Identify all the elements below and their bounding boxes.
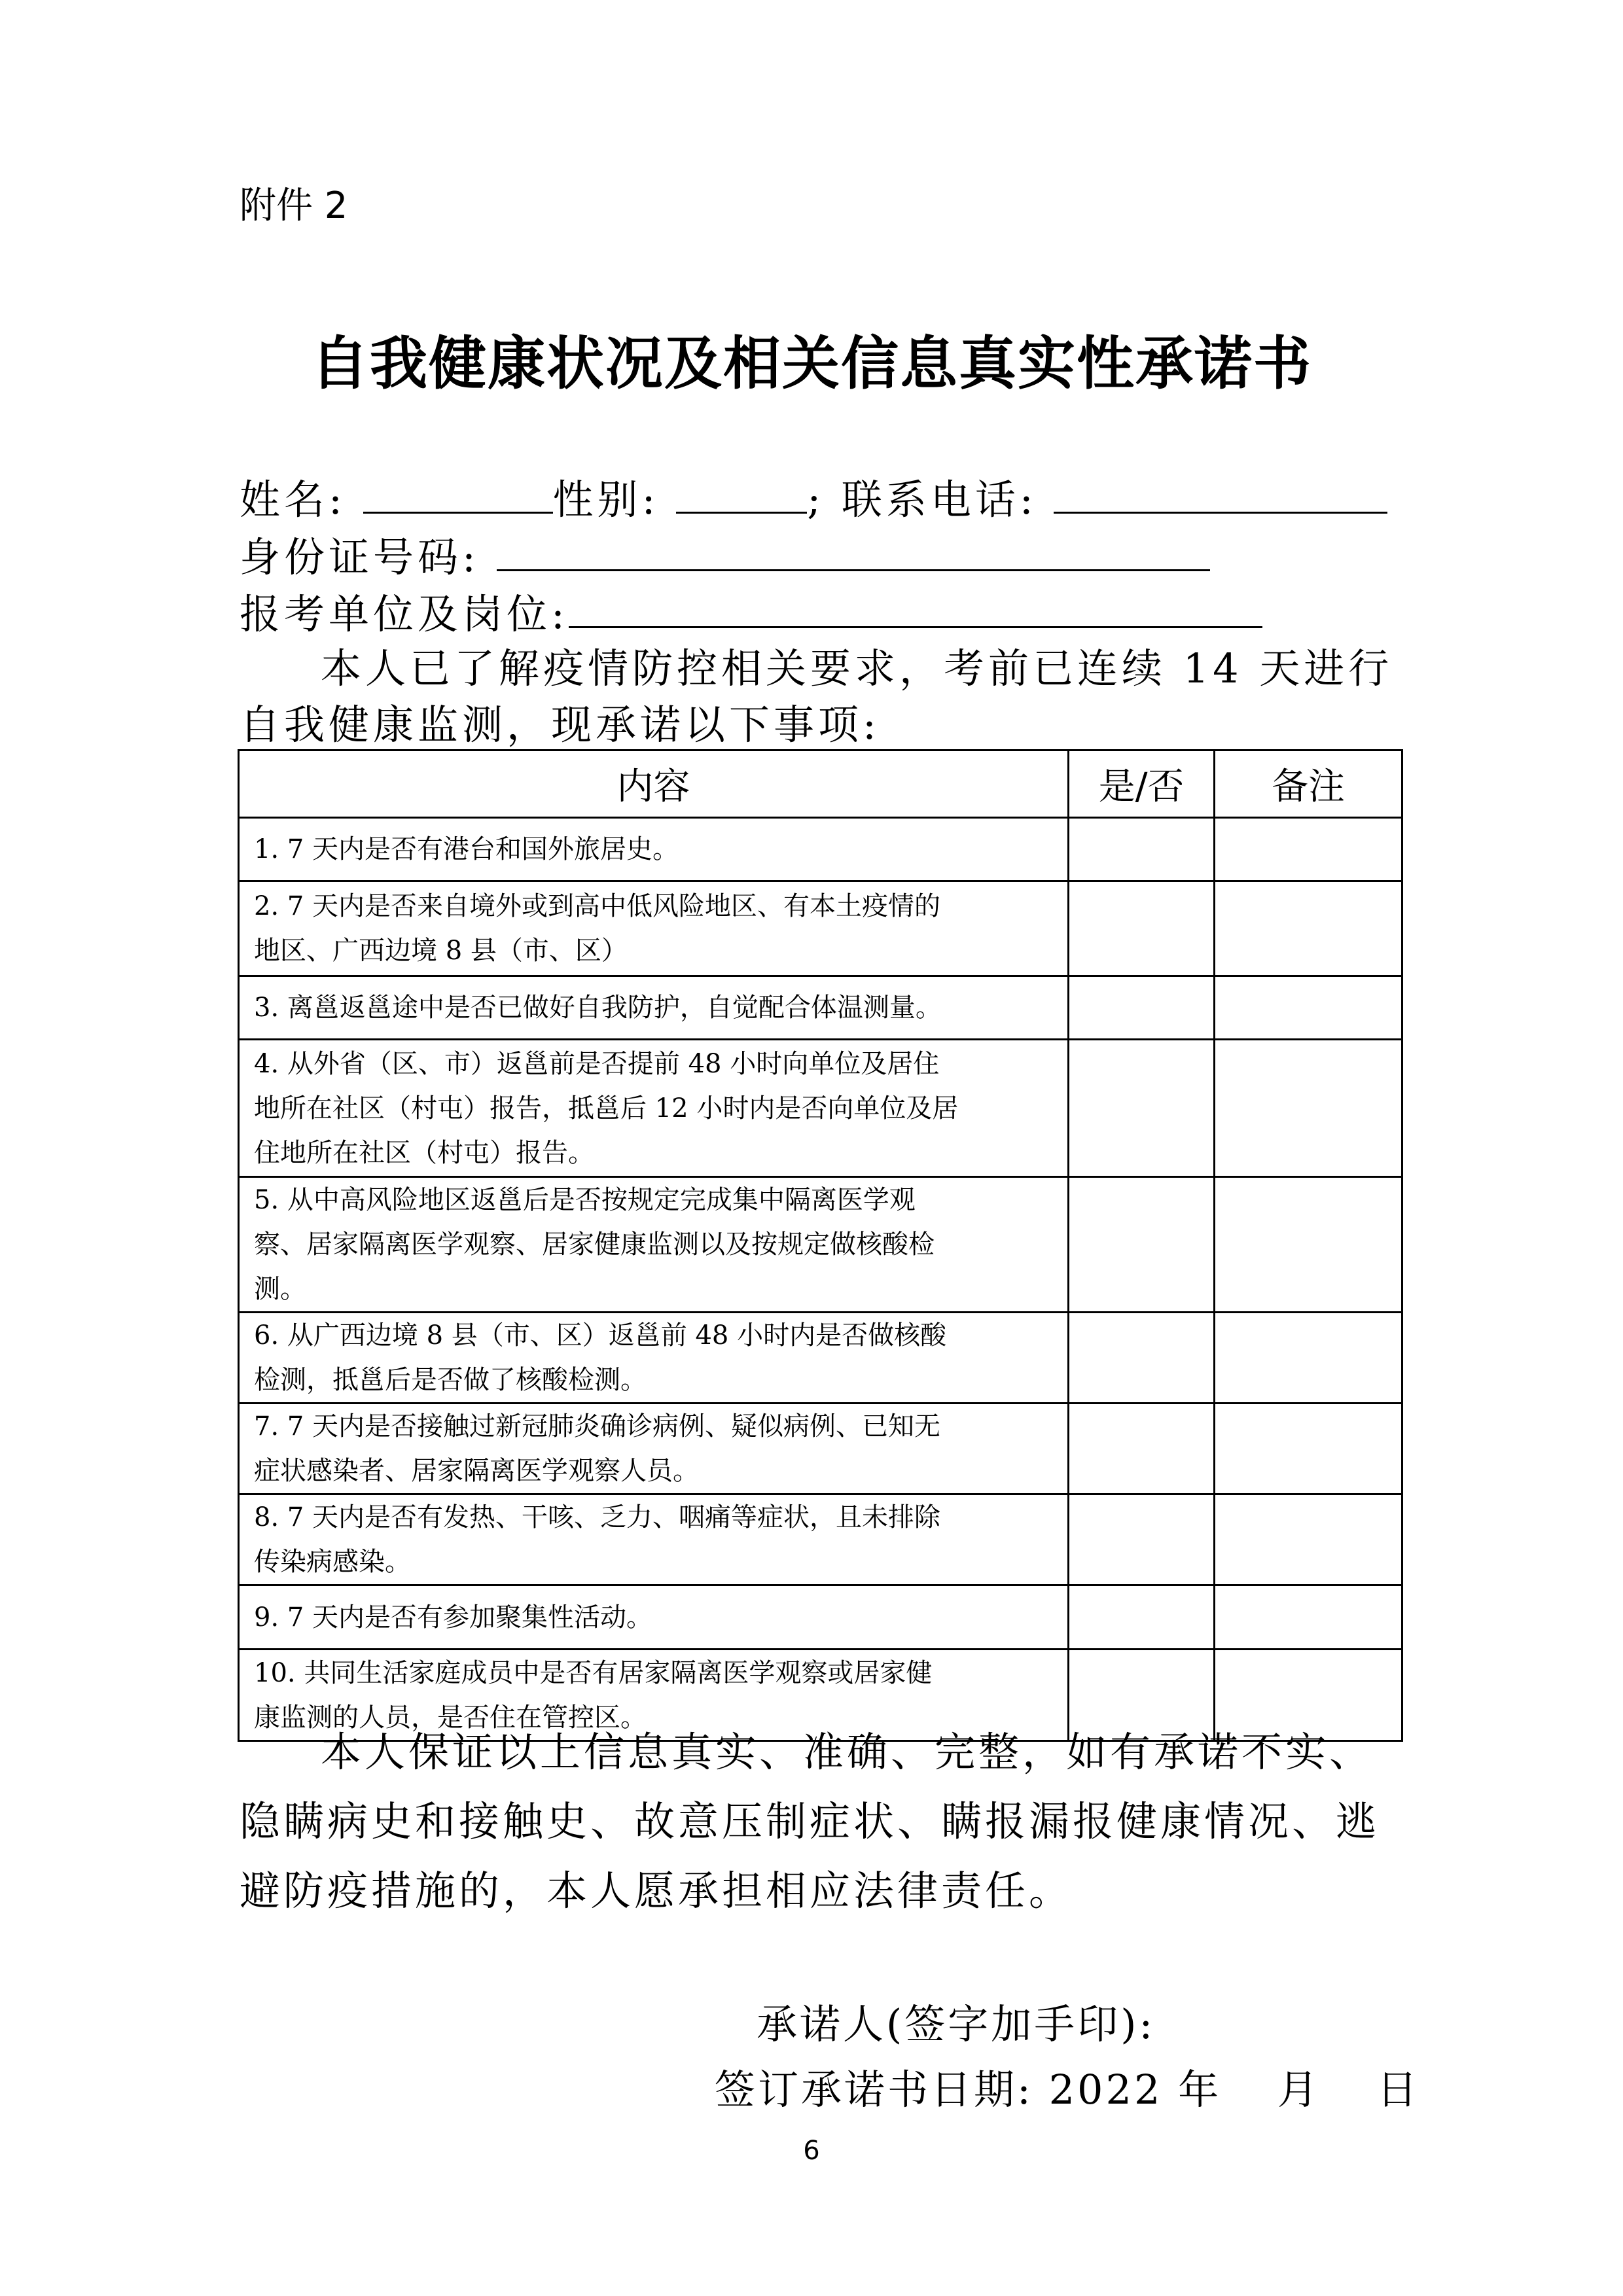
yes-no-cell[interactable]	[1069, 1313, 1215, 1404]
item-text-line: 2. 7 天内是否来自境外或到高中低风险地区、有本土疫情的	[254, 891, 941, 921]
signer-line	[757, 1997, 1155, 2052]
commitment-table	[238, 749, 1403, 1742]
item-text	[239, 1585, 1069, 1650]
yes-no-cell[interactable]	[1069, 1585, 1215, 1650]
phone-label: 联系电话:	[841, 476, 1037, 523]
table-row	[239, 1494, 1402, 1585]
remarks-cell[interactable]	[1215, 1585, 1402, 1650]
item-text-line: 传染病感染。	[254, 1547, 411, 1577]
item-text-line: 10. 共同生活家庭成员中是否有居家隔离医学观察或居家健	[254, 1657, 933, 1688]
header-content: 内容	[239, 751, 1069, 818]
closing-line-3: 避防疫措施的，本人愿承担相应法律责任。	[240, 1867, 1073, 1915]
item-text-line: 7. 7 天内是否接触过新冠肺炎确诊病例、疑似病例、已知无	[254, 1411, 941, 1441]
item-text	[239, 1313, 1069, 1404]
intro-line-1: 本人已了解疫情防控相关要求，考前已连续 14 天进行	[321, 645, 1393, 692]
yes-no-cell[interactable]	[1069, 818, 1215, 881]
remarks-cell[interactable]	[1215, 818, 1402, 881]
position-label: 报考单位及岗位:	[240, 590, 569, 638]
table-row	[239, 1177, 1402, 1313]
document-title: 自我健康状况及相关信息真实性承诺书	[310, 329, 1312, 397]
item-text	[239, 881, 1069, 976]
item-text-line: 地所在社区（村屯）报告，抵邕后 12 小时内是否向单位及居	[254, 1093, 959, 1123]
item-text-line: 康监测的人员，是否住在管控区。	[254, 1702, 647, 1733]
remarks-cell[interactable]	[1215, 1404, 1402, 1494]
position-blank[interactable]	[569, 586, 1262, 628]
remarks-cell[interactable]	[1215, 976, 1402, 1040]
position-line	[240, 586, 1262, 642]
item-text-line: 8. 7 天内是否有发热、干咳、乏力、咽痛等症状，且未排除	[254, 1502, 941, 1532]
id-number-blank[interactable]	[497, 529, 1210, 571]
closing-paragraph	[240, 1718, 1411, 1926]
closing-line-1: 本人保证以上信息真实、准确、完整，如有承诺不实、	[321, 1728, 1374, 1776]
id-number-label: 身份证号码:	[240, 533, 480, 581]
gender-blank[interactable]	[676, 471, 807, 514]
yes-no-cell[interactable]	[1069, 1040, 1215, 1177]
intro-line-2: 自我健康监测，现承诺以下事项:	[240, 701, 880, 749]
remarks-cell[interactable]	[1215, 1313, 1402, 1404]
item-text-line: 3. 离邕返邕途中是否已做好自我防护，自觉配合体温测量。	[254, 993, 942, 1023]
table-row	[239, 1040, 1402, 1177]
table-row	[239, 1313, 1402, 1404]
item-text-line: 住地所在社区（村屯）报告。	[254, 1137, 594, 1168]
phone-blank[interactable]	[1054, 471, 1387, 514]
item-text-line: 症状感染者、居家隔离医学观察人员。	[254, 1456, 699, 1486]
item-text-line: 察、居家隔离医学观察、居家健康监测以及按规定做核酸检	[254, 1229, 935, 1260]
item-text-line: 5. 从中高风险地区返邕后是否按规定完成集中隔离医学观	[254, 1185, 916, 1215]
item-text	[239, 1494, 1069, 1585]
item-text-line: 9. 7 天内是否有参加聚集性活动。	[254, 1602, 653, 1633]
remarks-cell[interactable]	[1215, 1494, 1402, 1585]
yes-no-cell[interactable]	[1069, 1177, 1215, 1313]
date-line	[715, 2062, 1420, 2117]
date-label: 签订承诺书日期:	[715, 2066, 1033, 2113]
remarks-cell[interactable]	[1215, 881, 1402, 976]
table-row	[239, 1404, 1402, 1494]
separator: ;	[807, 476, 825, 523]
yes-no-cell[interactable]	[1069, 881, 1215, 976]
page-number: 6	[803, 2136, 820, 2166]
signer-label: 承诺人(签字加手印):	[757, 2000, 1156, 2048]
item-text-line: 6. 从广西边境 8 县（市、区）返邕前 48 小时内是否做核酸	[254, 1320, 947, 1351]
item-text-line: 1. 7 天内是否有港台和国外旅居史。	[254, 834, 679, 864]
id-number-line	[240, 529, 1210, 585]
table-row	[239, 1585, 1402, 1650]
table-header-row	[239, 751, 1402, 818]
remarks-cell[interactable]	[1215, 1177, 1402, 1313]
item-text	[239, 1404, 1069, 1494]
item-text	[239, 818, 1069, 881]
year-unit: 年	[1178, 2066, 1222, 2113]
yes-no-cell[interactable]	[1069, 976, 1215, 1040]
remarks-cell[interactable]	[1215, 1040, 1402, 1177]
table-row	[239, 818, 1402, 881]
attachment-label: 附件 2	[240, 185, 348, 227]
yes-no-cell[interactable]	[1069, 1494, 1215, 1585]
item-text-line: 地区、广西边境 8 县（市、区）	[254, 936, 628, 966]
closing-line-2: 隐瞒病史和接触史、故意压制症状、瞒报漏报健康情况、逃	[240, 1797, 1380, 1845]
header-yes-no: 是/否	[1069, 751, 1215, 818]
item-text-line: 检测，抵邕后是否做了核酸检测。	[254, 1365, 647, 1395]
item-text	[239, 1177, 1069, 1313]
month-unit: 月	[1277, 2066, 1321, 2113]
day-unit: 日	[1376, 2066, 1420, 2113]
item-text	[239, 976, 1069, 1040]
table-row	[239, 881, 1402, 976]
name-label: 姓名:	[240, 476, 346, 523]
name-blank[interactable]	[363, 471, 553, 514]
date-year: 2022	[1048, 2066, 1163, 2113]
item-text-line: 测。	[254, 1274, 306, 1304]
yes-no-cell[interactable]	[1069, 1404, 1215, 1494]
name-gender-phone-line	[240, 471, 1387, 527]
item-text-line: 4. 从外省（区、市）返邕前是否提前 48 小时向单位及居住	[254, 1048, 940, 1079]
header-remarks: 备注	[1215, 751, 1402, 818]
gender-label: 性别:	[552, 476, 660, 523]
table-row	[239, 976, 1402, 1040]
item-text	[239, 1040, 1069, 1177]
